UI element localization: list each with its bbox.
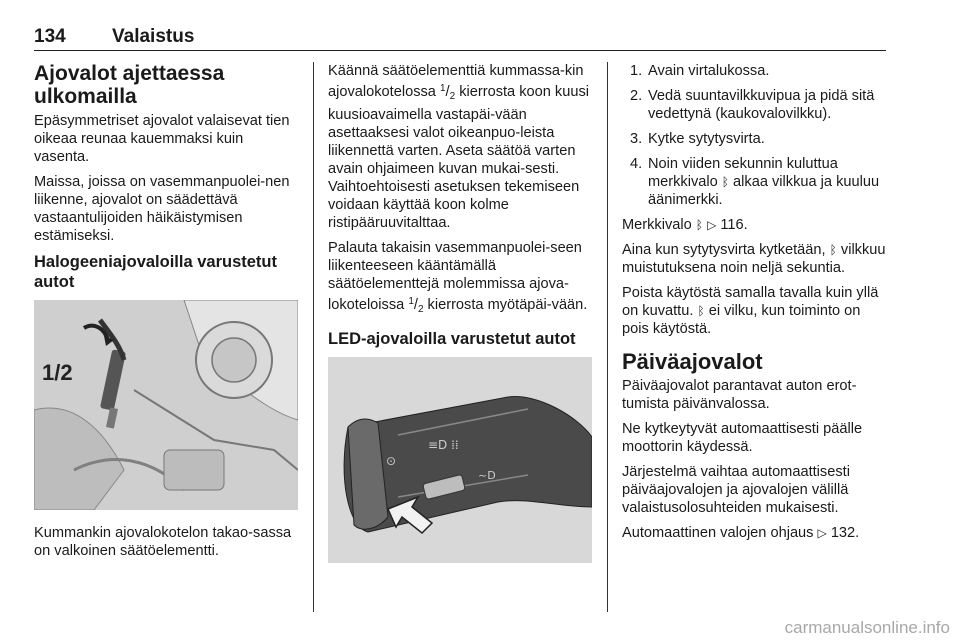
paragraph: Päiväajovalot parantavat auton erot-tumista päivänvalossa. [622, 378, 857, 412]
list-item: 3. Kytke sytytysvirta. [630, 131, 765, 147]
svg-text:≡D ⁞⁞: ≡D ⁞⁞ [428, 438, 459, 452]
headlight-indicator-icon: ᛒ [721, 175, 729, 189]
svg-text:⊙: ⊙ [386, 454, 397, 468]
section-heading: Ajovalot ajettaessa ulkomailla [34, 62, 225, 108]
page-reference-icon: ▷ [817, 526, 827, 540]
list-item: 2. Vedä suuntavilkkuvipua ja pidä sitä vedettynä (kaukovalovilkku). [630, 88, 875, 122]
page-number: 134 [34, 26, 66, 47]
column-divider [607, 62, 608, 612]
svg-text:~D: ~D [478, 469, 496, 482]
page-reference-icon: ▷ [707, 218, 717, 232]
paragraph: Järjestelmä vaihtaa automaattisesti päiväajovalojen ja ajovalojen välillä valaistusolosuhteiden mukaisesti. [622, 464, 850, 516]
list-item: 1. Avain virtalukossa. [630, 63, 770, 79]
headlight-indicator-icon: ᛒ [695, 218, 703, 232]
figure-label: 1/2 [42, 360, 73, 385]
halogen-headlamp-illustration [34, 300, 298, 510]
column-1 [34, 62, 298, 567]
paragraph: Automaattinen valojen ohjaus ▷ 132. [622, 525, 860, 541]
section-heading: Päiväajovalot [622, 349, 763, 374]
procedure-steps [622, 62, 888, 209]
paragraph: Ne kytkeytyvät automaattisesti päälle moottorin käydessä. [622, 421, 863, 455]
paragraph: Poista käytöstä samalla tavalla kuin yllä on kuvattu. ᛒ ei vilku, kun toiminto on pois käytöstä. [622, 285, 879, 337]
paragraph: Maissa, joissa on vasemmanpuolei-nen liikenne, ajovalot on säädettävä vastaantulijoiden häikäistymisen estämiseksi. [34, 174, 290, 244]
subheading: Halogeeniajovaloilla varustetut autot [34, 253, 277, 291]
list-item: 4. Noin viiden sekunnin kuluttua merkkivalo ᛒ alkaa vilkkua ja kuuluu äänimerkki. [630, 156, 880, 208]
subheading: LED-ajovaloilla varustetut autot [328, 330, 576, 348]
headlight-indicator-icon: ᛒ [829, 243, 837, 257]
column-3 [622, 62, 888, 549]
figure-caption: Kummankin ajovalokotelon takao-sassa on valkoinen säätöelementti. [34, 525, 292, 559]
page-title: Valaistus [112, 26, 195, 47]
watermark: carmanualsonline.info [784, 618, 950, 637]
paragraph: Aina kun sytytysvirta kytketään, ᛒ vilkkuu muistutuksena noin neljä sekuntia. [622, 242, 886, 276]
paragraph: Epäsymmetriset ajovalot valaisevat tien oikeaa reunaa kauemmaksi kuin vasenta. [34, 113, 290, 165]
paragraph: Käännä säätöelementtiä kummassa-kin ajovalokotelossa $^1/_2$ kierrosta koon kuusi kuusioavaimella vastapäi-vään asettaaksesi valot oikeanpuo-leista liikennettä varten. Aseta säätöä varten avain ohjaimeen kuvan mukai-sesti. Vaihtoehtoisesti asetuksen tekemiseen voidaan käyttää koon kolme ristipääruuvitalttaa. [328, 63, 589, 231]
paragraph: Palauta takaisin vasemmanpuolei-seen liikenteeseen kääntämällä säätöelementtejä molemmissa ajova-lokoteloissa $^1/_2$ kierrosta myötäpäi-vään. [328, 240, 588, 315]
paragraph: Merkkivalo ᛒ ▷ 116. [622, 217, 748, 233]
page-header [34, 22, 886, 51]
turn-signal-lever-illustration [328, 357, 592, 563]
column-divider [313, 62, 314, 612]
column-2 [328, 62, 592, 577]
headlight-indicator-icon: ᛒ [697, 304, 705, 318]
